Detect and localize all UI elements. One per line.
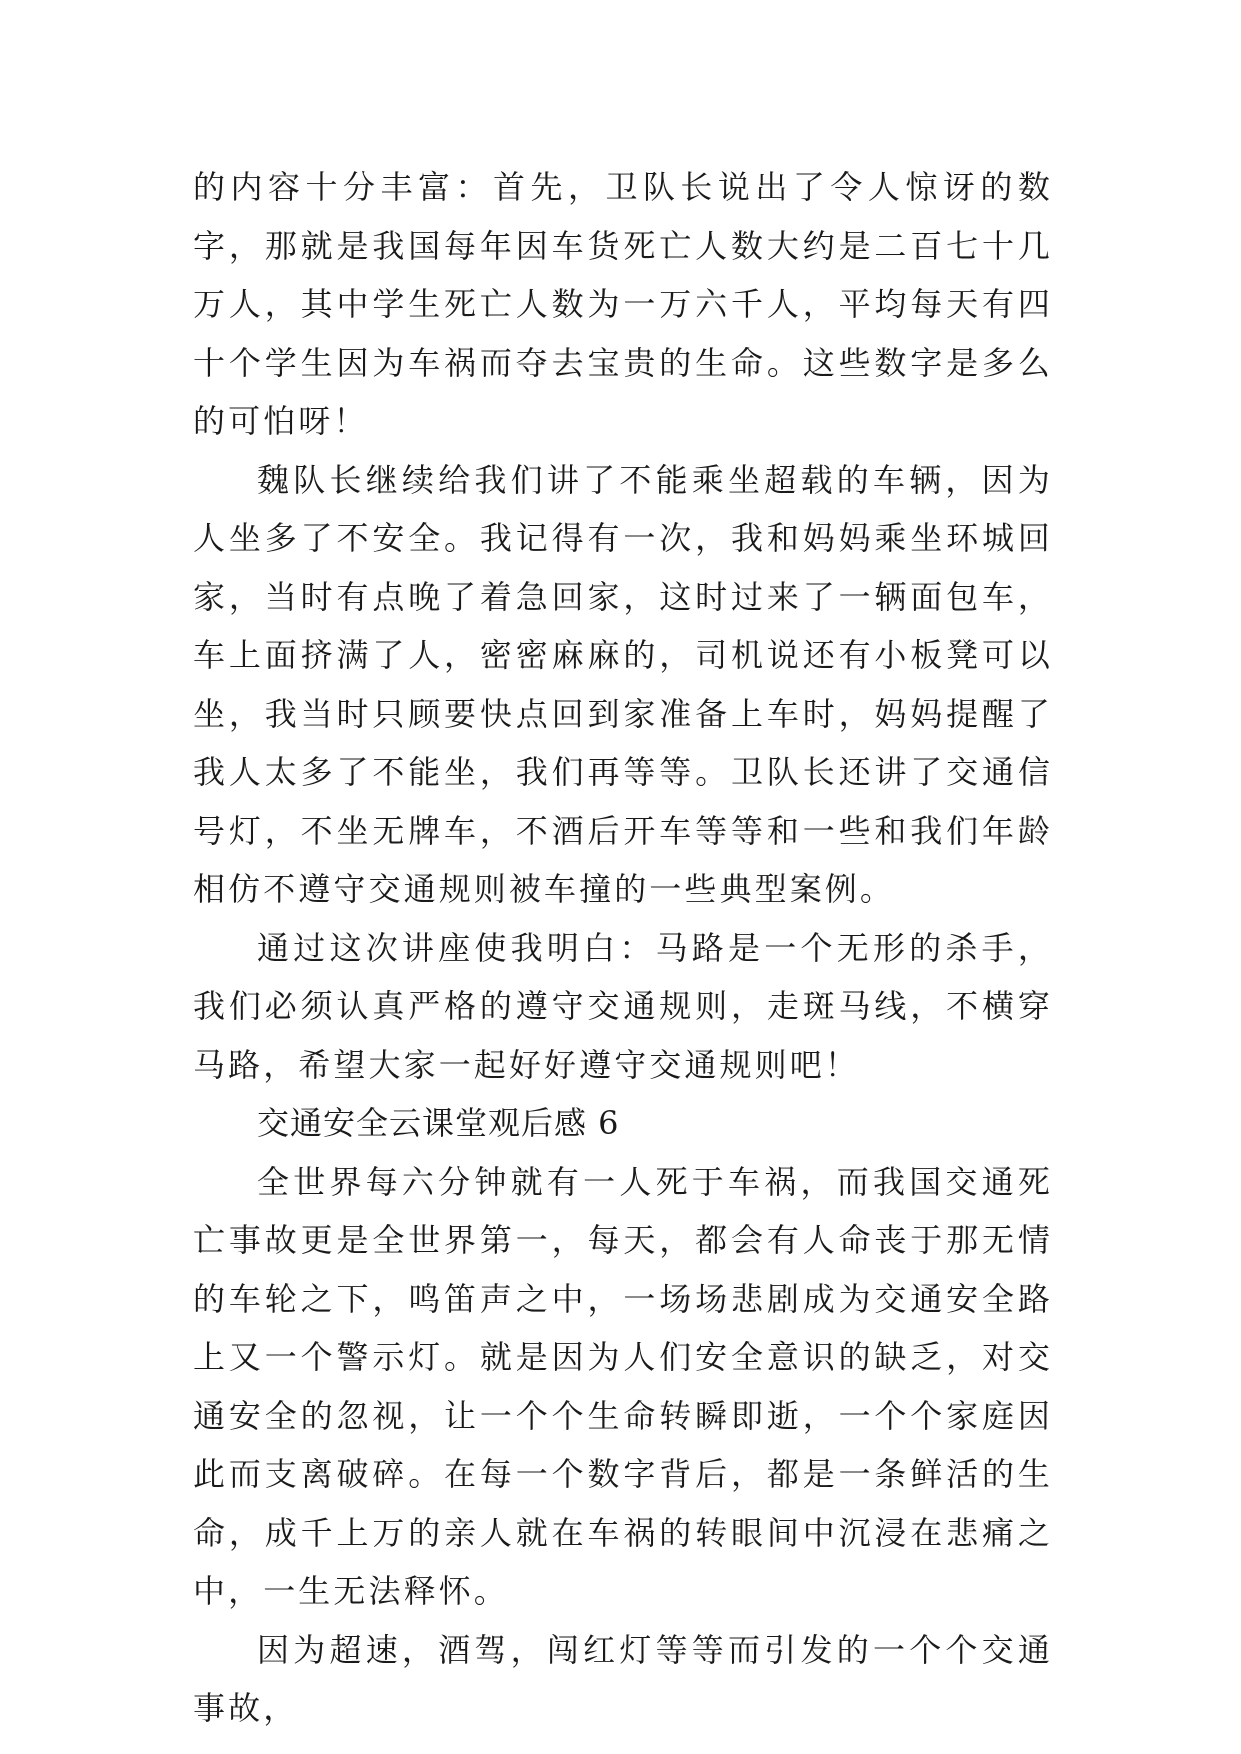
document-body [193,158,1053,1738]
paragraph-lecture-content: 的内容十分丰富：首先，卫队长说出了令人惊讶的数字，那就是我国每年因车货死亡人数大约是二百七十几万人，其中学生死亡人数为一万六千人，平均每天有四十个学生因为车祸而夺去宝贵的生命。这些数字是多么的可怕呀！ [193,168,1053,440]
paragraph-accident-causes: 因为超速，酒驾，闯红灯等等而引发的一个个交通事故， [193,1630,1053,1727]
paragraph-overloaded-vehicles: 魏队长继续给我们讲了不能乘坐超载的车辆，因为人坐多了不安全。我记得有一次，我和妈妈乘坐环城回家，当时有点晚了着急回家，这时过来了一辆面包车，车上面挤满了人，密密麻麻的，司机说还有小板凳可以坐，我当时只顾要快点回到家准备上车时，妈妈提醒了我人太多了不能坐，我们再等等。卫队长还讲了交通信号灯，不坐无牌车，不酒后开车等等和一些和我们年龄相仿不遵守交通规则被车撞的一些典型案例。 [193,460,1053,908]
section-heading: 交通安全云课堂观后感 6 [257,1104,620,1142]
paragraph-lesson-learned: 通过这次讲座使我明白：马路是一个无形的杀手，我们必须认真严格的遵守交通规则，走斑马线，不横穿马路，希望大家一起好好遵守交通规则吧！ [193,928,1053,1084]
paragraph-traffic-deaths: 全世界每六分钟就有一人死于车祸，而我国交通死亡事故更是全世界第一，每天，都会有人命丧于那无情的车轮之下，鸣笛声之中，一场场悲剧成为交通安全路上又一个警示灯。就是因为人们安全意识的缺乏，对交通安全的忽视，让一个个生命转瞬即逝，一个个家庭因此而支离破碎。在每一个数字背后，都是一条鲜活的生命，成千上万的亲人就在车祸的转眼间中沉浸在悲痛之中，一生无法释怀。 [193,1162,1053,1610]
